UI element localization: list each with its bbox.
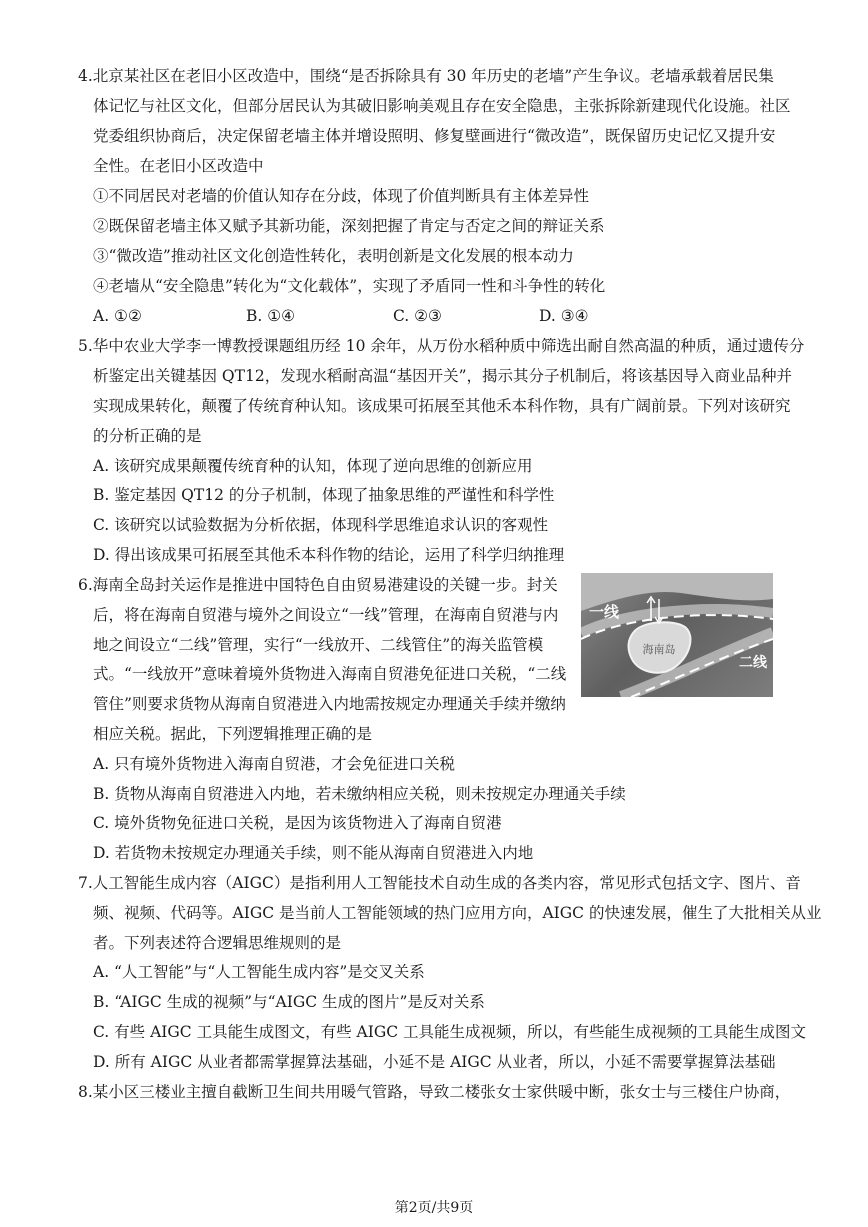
q5-stem-line-3: 实现成果转化，颠覆了传统育种认知。该成果可拓展至其他禾本科作物，具有广阔前景。下列对该研究 bbox=[93, 397, 791, 415]
q4-statement-4: ④老墙从“安全隐患”转化为“文化载体”，实现了矛盾同一性和斗争性的转化 bbox=[93, 277, 606, 295]
q7-option-d: D. 所有 AIGC 从业者都需掌握算法基础，小延不是 AIGC 从业者，所以，小延不需要掌握算法基础 bbox=[93, 1053, 776, 1071]
q6-stem-line-3: 地之间设立“二线”管理，实行“一线放开、二线管住”的海关监管模 bbox=[93, 636, 544, 654]
q4-choice-a: A. ①② bbox=[93, 307, 142, 325]
q6-option-d: D. 若货物未按规定办理通关手续，则不能从海南自贸港进入内地 bbox=[93, 844, 534, 862]
line-one-label: 一线 bbox=[589, 604, 620, 621]
q5-option-d: D. 得出该成果可拓展至其他禾本科作物的结论，运用了科学归纳推理 bbox=[93, 546, 565, 564]
hainan-customs-figure bbox=[581, 573, 773, 697]
q7-option-c: C. 有些 AIGC 工具能生成图文，有些 AIGC 工具能生成视频，所以，有些能生成视频的工具能生成图文 bbox=[93, 1023, 806, 1041]
q6-stem-line-2: 后，将在海南自贸港与境外之间设立“一线”管理，在海南自贸港与内 bbox=[93, 606, 559, 624]
q5-stem-line-2: 析鉴定出关键基因 QT12，发现水稻耐高温“基因开关”，揭示其分子机制后，将该基因导入商业品种并 bbox=[93, 367, 793, 385]
q6-stem-line-5: 管住”则要求货物从海南自贸港进入内地需按规定办理通关手续并缴纳 bbox=[93, 695, 566, 713]
q5-option-c: C. 该研究以试验数据为分析依据，体现科学思维追求认识的客观性 bbox=[93, 516, 549, 534]
q7-stem-line-3: 者。下列表述符合逻辑思维规则的是 bbox=[93, 934, 342, 952]
q4-stem-line-1: 4.北京某社区在老旧小区改造中，围绕“是否拆除具有 30 年历史的老墙”产生争议。老墙承载着居民集 bbox=[78, 67, 774, 85]
hainan-map-illustration bbox=[581, 573, 773, 697]
q6-option-a: A. 只有境外货物进入海南自贸港，才会免征进口关税 bbox=[93, 755, 456, 773]
q6-stem-line-6: 相应关税。据此，下列逻辑推理正确的是 bbox=[93, 725, 373, 743]
q4-statement-2: ②既保留老墙主体又赋予其新功能，深刻把握了肯定与否定之间的辩证关系 bbox=[93, 217, 605, 235]
q4-choice-c: C. ②③ bbox=[393, 307, 442, 325]
q4-choice-b: B. ①④ bbox=[246, 307, 296, 325]
q4-stem-line-3: 党委组织协商后，决定保留老墙主体并增设照明、修复壁画进行“微改造”，既保留历史记忆又提升安 bbox=[93, 127, 776, 145]
q6-stem-line-1: 6.海南全岛封关运作是推进中国特色自由贸易港建设的关键一步。封关 bbox=[78, 576, 558, 594]
q7-option-a: A. “人工智能”与“人工智能生成内容”是交叉关系 bbox=[93, 963, 425, 981]
line-two-label: 二线 bbox=[739, 654, 767, 670]
q7-stem-line-1: 7.人工智能生成内容（AIGC）是指利用人工智能技术自动生成的各类内容，常见形式包括文字、图片、音 bbox=[78, 874, 801, 892]
page-footer: 第2页/共9页 bbox=[394, 1200, 474, 1216]
q5-stem-line-4: 的分析正确的是 bbox=[93, 427, 202, 445]
q6-option-c: C. 境外货物免征进口关税，是因为该货物进入了海南自贸港 bbox=[93, 814, 502, 832]
q8-stem-line-1: 8.某小区三楼业主擅自截断卫生间共用暖气管路，导致二楼张女士家供暖中断，张女士与三楼住户协商， bbox=[78, 1083, 791, 1101]
q5-option-b: B. 鉴定基因 QT12 的分子机制，体现了抽象思维的严谨性和科学性 bbox=[93, 486, 555, 504]
q4-statement-1: ①不同居民对老墙的价值认知存在分歧，体现了价值判断具有主体差异性 bbox=[93, 187, 590, 205]
q6-stem-line-4: 式。“一线放开”意味着境外货物进入海南自贸港免征进口关税，“二线 bbox=[93, 665, 567, 683]
q4-choice-d: D. ③④ bbox=[539, 307, 589, 325]
q7-stem-line-2: 频、视频、代码等。AIGC 是当前人工智能领域的热门应用方向，AIGC 的快速发展，催生了大批相关从业 bbox=[93, 904, 822, 922]
q4-stem-line-4: 全性。在老旧小区改造中 bbox=[93, 157, 264, 175]
island-label: 海南岛 bbox=[642, 644, 676, 656]
q5-option-a: A. 该研究成果颠覆传统育种的认知，体现了逆向思维的创新应用 bbox=[93, 457, 533, 475]
q4-stem-line-2: 体记忆与社区文化，但部分居民认为其破旧影响美观且存在安全隐患，主张拆除新建现代化设施。社区 bbox=[93, 97, 791, 115]
q4-statement-3: ③“微改造”推动社区文化创造性转化，表明创新是文化发展的根本动力 bbox=[93, 247, 574, 265]
q5-stem-line-1: 5.华中农业大学李一博教授课题组历经 10 余年，从万份水稻种质中筛选出耐自然高温的种质，通过遗传分 bbox=[78, 337, 805, 355]
q7-option-b: B. “AIGC 生成的视频”与“AIGC 生成的图片”是反对关系 bbox=[93, 993, 485, 1011]
q6-option-b: B. 货物从海南自贸港进入内地，若未缴纳相应关税，则未按规定办理通关手续 bbox=[93, 785, 626, 803]
